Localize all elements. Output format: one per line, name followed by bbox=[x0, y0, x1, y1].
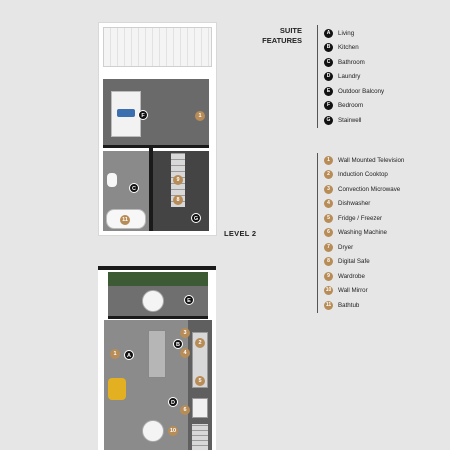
legend-label: Washing Machine bbox=[338, 229, 387, 237]
glass-railing bbox=[103, 27, 212, 67]
legend-item bbox=[324, 84, 384, 99]
marker-4: 4 bbox=[180, 348, 190, 358]
legend-label: Bedroom bbox=[338, 102, 364, 110]
legend-item bbox=[324, 197, 404, 212]
marker-G: G bbox=[191, 213, 201, 223]
legend-label: Dryer bbox=[338, 243, 354, 251]
bed-pillow bbox=[117, 109, 135, 117]
legend-label: Bathtub bbox=[338, 301, 360, 309]
armchair bbox=[108, 378, 126, 400]
laundry-unit bbox=[192, 398, 208, 418]
legend-item bbox=[324, 211, 404, 226]
legend-item bbox=[324, 182, 404, 197]
suite-features-legend bbox=[324, 26, 384, 128]
legend-item bbox=[324, 298, 404, 313]
marker-5: 5 bbox=[195, 376, 205, 386]
legend-item bbox=[324, 113, 384, 128]
legend-badge: G bbox=[324, 116, 333, 125]
marker-A: A bbox=[124, 350, 134, 360]
legend-label: Wardrobe bbox=[338, 272, 365, 280]
legend-label: Stairwell bbox=[338, 116, 362, 124]
toilet bbox=[107, 173, 117, 187]
legend-badge: D bbox=[324, 72, 333, 81]
marker-1-lower: 1 bbox=[110, 349, 120, 359]
lower-floor-plan bbox=[98, 266, 216, 450]
marker-1: 1 bbox=[195, 111, 205, 121]
legend-badge: 10 bbox=[325, 287, 332, 294]
legend-label: Wall Mounted Television bbox=[338, 156, 405, 164]
marker-10: 10 bbox=[169, 428, 177, 434]
level-2-floor-plan bbox=[98, 22, 217, 236]
legend-label: Wall Mirror bbox=[338, 287, 368, 295]
legend-label: Bathroom bbox=[338, 58, 365, 66]
title-line-2: FEATURES bbox=[262, 36, 302, 45]
interior-wall-horizontal bbox=[103, 145, 209, 148]
marker-C: C bbox=[129, 183, 139, 193]
suite-features-title bbox=[254, 26, 302, 46]
legend-item bbox=[324, 168, 404, 183]
legend-divider-bottom bbox=[317, 153, 318, 313]
legend-item bbox=[324, 226, 404, 241]
sofa bbox=[148, 330, 166, 378]
legend-label: Convection Microwave bbox=[338, 185, 401, 193]
title-line-1: SUITE bbox=[279, 26, 302, 35]
legend-label: Living bbox=[338, 29, 355, 37]
legend-badge: 7 bbox=[324, 243, 333, 252]
marker-E: E bbox=[184, 295, 194, 305]
marker-F: F bbox=[138, 110, 148, 120]
legend-item bbox=[324, 70, 384, 85]
legend-label: Digital Safe bbox=[338, 258, 370, 266]
amenities-legend bbox=[324, 153, 404, 313]
marker-11: 11 bbox=[120, 215, 130, 225]
legend-label: Dishwasher bbox=[338, 200, 371, 208]
legend-divider-top bbox=[317, 25, 318, 128]
legend-label: Laundry bbox=[338, 73, 361, 81]
legend-badge: 3 bbox=[324, 185, 333, 194]
legend-badge: A bbox=[324, 29, 333, 38]
balcony-table bbox=[142, 290, 164, 312]
legend-item bbox=[324, 41, 384, 56]
legend-badge: 8 bbox=[324, 257, 333, 266]
marker-9: 9 bbox=[173, 175, 183, 185]
legend-badge: 1 bbox=[324, 156, 333, 165]
legend-item bbox=[324, 240, 404, 255]
legend-badge: 6 bbox=[324, 228, 333, 237]
legend-badge: C bbox=[324, 58, 333, 67]
glass-door-wall bbox=[108, 316, 208, 319]
legend-badge: F bbox=[324, 101, 333, 110]
marker-8: 8 bbox=[173, 195, 183, 205]
marker-3: 3 bbox=[180, 328, 190, 338]
legend-badge: 4 bbox=[324, 199, 333, 208]
legend-badge: 2 bbox=[324, 170, 333, 179]
legend-badge: 11 bbox=[325, 301, 332, 308]
level-label: LEVEL 2 bbox=[224, 229, 257, 238]
legend-item bbox=[324, 55, 384, 70]
legend-badge: E bbox=[324, 87, 333, 96]
legend-item bbox=[324, 153, 404, 168]
legend-item bbox=[324, 99, 384, 114]
legend-label: Fridge / Freezer bbox=[338, 214, 383, 222]
interior-wall bbox=[149, 145, 153, 231]
legend-badge: B bbox=[324, 43, 333, 52]
legend-item bbox=[324, 26, 384, 41]
legend-label: Induction Cooktop bbox=[338, 171, 388, 179]
marker-6: 6 bbox=[180, 405, 190, 415]
marker-B: B bbox=[173, 339, 183, 349]
planter bbox=[108, 272, 208, 286]
legend-badge: 9 bbox=[324, 272, 333, 281]
outer-wall-top bbox=[98, 266, 216, 270]
legend-item bbox=[324, 269, 404, 284]
legend-label: Outdoor Balcony bbox=[338, 87, 385, 95]
legend-badge: 5 bbox=[324, 214, 333, 223]
legend-label: Kitchen bbox=[338, 44, 359, 52]
legend-item bbox=[324, 255, 404, 270]
dining-table bbox=[142, 420, 164, 442]
legend-item bbox=[324, 284, 404, 299]
marker-D: D bbox=[168, 397, 178, 407]
marker-2: 2 bbox=[195, 338, 205, 348]
stairs-lower bbox=[192, 424, 208, 450]
